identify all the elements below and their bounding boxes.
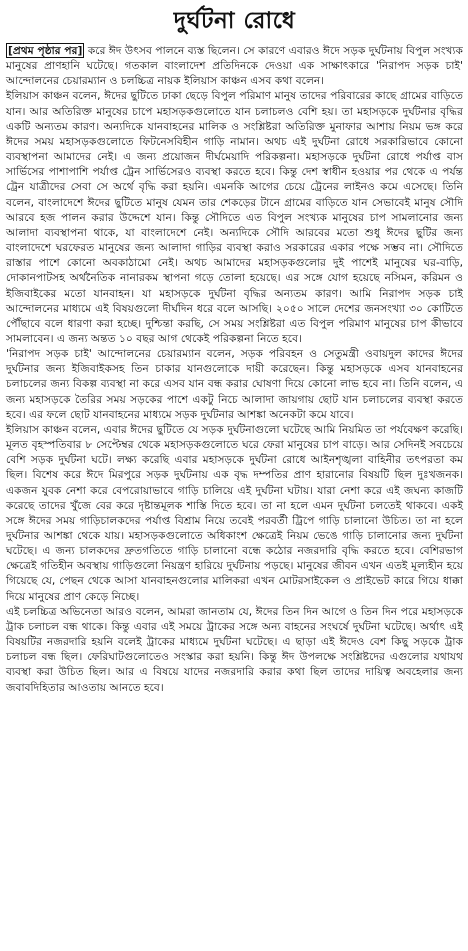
article-paragraph-5: এই চলচ্চিত্র অভিনেতা আরও বলেন, আমরা জানতাম যে, ঈদের তিন দিন আগে ও তিন দিন পরে মহাসড়কে ট্রাক চলাচল বন্ধ থাকে। কিন্তু এবার এই সময়ে ট্রাকের সঙ্গে অন্য বাহনের সংঘর্ষে দুর্ঘটনা ঘটেছে। অর্থাৎ এই বিষয়টির নজরদারি হয়নি বলেই ট্রাকের মাধ্যমে দুর্ঘটনা ঘটেছে। এ ছাড়া এই ঈদেও বেশ কিছু সড়কে ট্রাক চলাচল বন্ধ ছিল। ফেরিঘাটগুলোতেও সংস্কার করা হয়নি। কিন্তু ঈদ উপলক্ষে সংশ্লিষ্টদের এগুলোর যথাযথ ব্যবস্থা করা উচিত ছিল। আর এ বিষয়ে যাদের নজরদারি করার কথা ছিল তাদের দায়িত্ব অবহেলার জন্য জবাবদিহিতার আওতায় আনতে হবে। — [6, 604, 463, 694]
jump-label: [প্রথম পৃষ্ঠার পর] — [8, 44, 83, 57]
article-paragraph-2: ইলিয়াস কাঞ্চন বলেন, ঈদের ছুটিতে ঢাকা ছেড়ে বিপুল পরিমাণ মানুষ তাদের পরিবারের কাছে গ্রামের বাড়িতে যান। আর অতিরিক্ত মানুষের চাপে মহাসড়কগুলোতে যান চলাচলও বেশি হয়। তা মহাসড়কে দুর্ঘটনার বৃদ্ধির একটি অন্যতম কারণ। অন্যদিকে যানবাহনের মালিক ও সংশ্লিষ্টরা অতিরিক্ত মুনাফার আশায় নিয়ম ভঙ্গ করে ঈদের সময় মহাসড়কগুলোতে ফিটনেসবিহীন গাড়ি নামান। অথচ এই দুর্ঘটনা রোধে সরকারিভাবে কোনো ব্যবস্থাপনা আমাদের নেই। এ জন্য প্রয়োজন দীর্ঘমেয়াদি পরিকল্পনা। মহাসড়কে দুর্ঘটনা রোধে পর্যাপ্ত বাস সার্ভিসের পাশাপাশি পর্যাপ্ত ট্রেন সার্ভিসেরও ব্যবস্থা করতে হবে। কিন্তু দেশ স্বাধীন হওয়ার পর থেকে এ পর্যন্ত ট্রেন যাত্রীদের সেবা সে অর্থে বৃদ্ধি করা হয়নি। এমনকি আগের চেয়ে ট্রেনের লাইনও কমে এসেছে। তিনি বলেন, বাংলাদেশে ঈদের ছুটিতে মানুষ যেমন তার শেকড়ের টানে গ্রামের বাড়িতে যান সেভাবেই মানুষ সৌদি আরবে হজ পালন করার উদ্দেশে যান। কিন্তু সৌদিতে এত বিপুল সংখ্যক মানুষের চাপ সামলানোর জন্য আলাদা ব্যবস্থাপনা থাকে, যা বাংলাদেশে নেই। অন্যদিকে সৌদি আরবের মতো শুধু ঈদের ছুটির জন্য বাংলাদেশে ঘরফেরত মানুষের জন্য আলাদা গাড়ির ব্যবস্থা করাও সরকারের একার পক্ষে সম্ভব না। সৌদিতে রাস্তার পাশে কোনো অবকাঠামো নেই। অথচ আমাদের মহাসড়কগুলোর দুই পাশেই মানুষের ঘর-বাড়ি, দোকানপাটসহ অর্থনৈতিক নানারকম স্থাপনা গড়ে তোলা হয়েছে। এর সঙ্গে যোগ হয়েছে নসিমন, করিমন ও ইজিবাইকের মতো যানবাহন। যা মহাসড়কে দুর্ঘটনা বৃদ্ধির অন্যতম কারণ। আমি নিরাপদ সড়ক চাই আন্দোলনের মাধ্যমে এই বিষয়গুলো দীর্ঘদিন ধরে বলে আসছি। ২০৫০ সালে দেশের জনসংখ্যা ৩০ কোটিতে পৌঁছাবে বলে ধারণা করা হচ্ছে। দুশ্চিন্তা করছি, সে সময় সংশ্লিষ্টরা এত বিপুল পরিমাণ মানুষের চাপ কীভাবে সামলাবেন। এ জন্য অন্তত ১০ বছর আগ থেকেই পরিকল্পনা নিতে হবে। — [6, 89, 463, 345]
article-paragraph-4: ইলিয়াস কাঞ্চন বলেন, এবার ঈদের ছুটিতে যে সড়ক দুর্ঘটনাগুলো ঘটেছে আমি নিয়মিত তা পর্যবেক্ষণ করেছি। মূলত বৃহস্পতিবার ৮ সেপ্টেম্বর থেকে মহাসড়কগুলোতে ঘরে ফেরা মানুষের চাপ বাড়ে। আর সেদিনই সবচেয়ে বেশি সড়ক দুর্ঘটনা ঘটে। লক্ষ্য করেছি এবার মহাসড়কে দুর্ঘটনা রোধে আইনশৃঙ্খলা বাহিনীর তৎপরতা কম ছিল। বিশেষ করে ঈদে মিরপুরে সড়ক দুর্ঘটনায় এক বৃদ্ধ দম্পতির প্রাণ হারানোর বিষয়টি ছিল দুঃখজনক। একজন যুবক নেশা করে বেপরোয়াভাবে গাড়ি চালিয়ে এই দুর্ঘটনা ঘটায়। যারা নেশা করে এই জঘন্য কাজটি করেছে তাদের খুঁজে বের করে দৃষ্টান্তমূলক শাস্তি দিতে হবে। তা না হলে এমন দুর্ঘটনা চলতেই থাকবে। একই সঙ্গে ঈদের সময় গাড়িচালকদের পর্যাপ্ত বিশ্রাম নিয়ে তবেই পরবর্তী ট্রিপে গাড়ি চালানো উচিত। তা না হলে দুর্ঘটনার আশঙ্কা থেকে যায়। মহাসড়কগুলোতে অধিকাংশ ক্ষেত্রেই নিয়ম ভেঙে গাড়ি চালানোর জন্য দুর্ঘটনা ঘটেছে। এ জন্য চালকদের দ্রুতগতিতে গাড়ি চালানো বন্ধে কঠোর নজরদারি বৃদ্ধি করতে হবে। বেশিরভাগ ক্ষেত্রেই গতিহীন অবস্থায় গাড়িগুলো নিয়ন্ত্রণ হারিয়ে দুর্ঘটনায় পড়ছে। মানুষের জীবন এখন এতই মূল্যহীন হয়ে গিয়েছে যে, পেছন থেকে আসা যানবাহনগুলোর মালিকরা এখন মোটরসাইকেল ও প্রাইভেট কারে গিয়ে ধাক্কা দিয়ে মানুষের প্রাণ কেড়ে নিচ্ছে। — [6, 422, 463, 603]
article-headline: দুর্ঘটনা রোধে — [173, 8, 296, 34]
article-paragraph-1 — [6, 43, 463, 88]
paragraph-1-text: করে ঈদ উৎসব পালনে ব্যস্ত ছিলেন। সে কারণে এবারও ঈদে সড়ক দুর্ঘটনায় বিপুল সংখ্যক মানুষের প্রাণহানি ঘটেছে। গতকাল বাংলাদেশ প্রতিদিনকে দেওয়া এক সাক্ষাৎকারে 'নিরাপদ সড়ক চাই' আন্দোলনের চেয়ারম্যান ও চলচ্চিত্র নায়ক ইলিয়াস কাঞ্চন এসব কথা বলেন। — [6, 44, 464, 88]
article-paragraph-3: 'নিরাপদ সড়ক চাই' আন্দোলনের চেয়ারম্যান বলেন, সড়ক পরিবহন ও সেতুমন্ত্রী ওবায়দুল কাদের ঈদের দুর্ঘটনার জন্য ইজিবাইকসহ তিন চাকার যানগুলোকে দায়ী করেছেন। কিন্তু মহাসড়কে এসব যানবাহনের চলাচলের জন্য বিকল্প ব্যবস্থা না করে এসব যান বন্ধ করার ঘোষণা দিয়ে কোনো লাভ হবে না। তিনি বলেন, এ জন্য মহাসড়কে তৈরির সময় সড়কের পাশে একটু নিচে আলাদা জায়গায় ছোট যান চলাচলের ব্যবস্থা করতে হবে। এর ফলে ছোট যানবাহনের মাধ্যমে সড়ক দুর্ঘটনার আশঙ্কা অনেকটা কমে যাবে। — [6, 347, 463, 421]
article-body — [6, 43, 463, 695]
